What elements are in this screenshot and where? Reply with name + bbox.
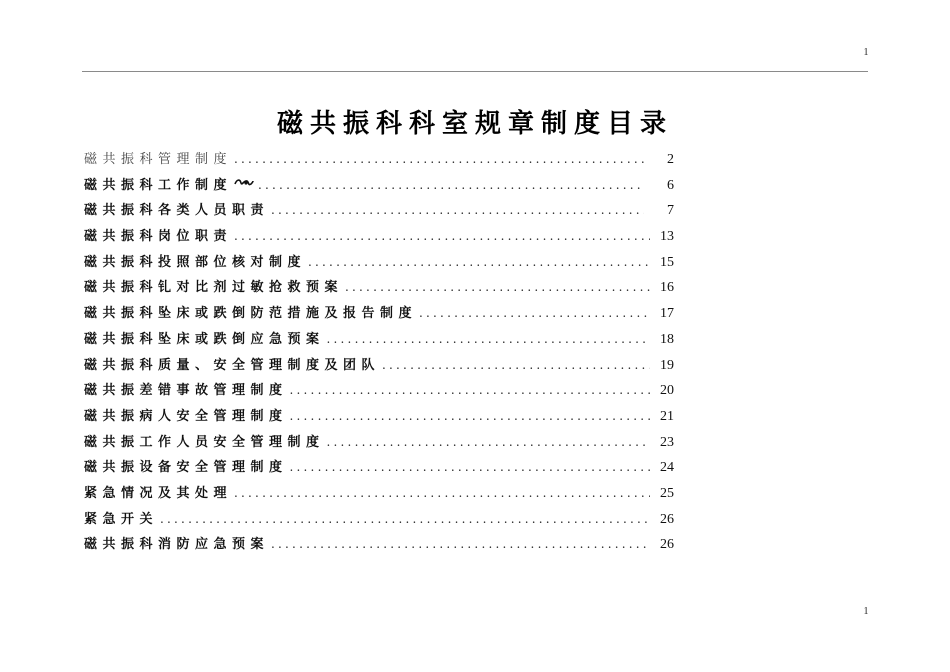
document-title: 磁共振科科室规章制度目录: [276, 109, 673, 139]
toc-entry-text: 磁共振科消防应急预案: [84, 537, 270, 553]
toc-entry-page: 2: [667, 152, 674, 167]
toc-entry-page: 16: [660, 280, 674, 296]
toc-entry-page: 26: [660, 511, 674, 527]
toc-entry[interactable]: [84, 353, 674, 379]
toc-leader: [258, 173, 644, 199]
toc-entry-page: 7: [667, 203, 674, 219]
toc-entry[interactable]: [84, 173, 674, 199]
toc-leader: [234, 224, 650, 250]
toc-entry-label: 磁共振科工作制度: [84, 177, 233, 193]
toc-leader: [271, 198, 644, 224]
toc-entry-page: 17: [660, 306, 674, 322]
toc-entry[interactable]: [84, 481, 674, 507]
toc-entry[interactable]: [84, 327, 674, 353]
toc-entry[interactable]: [84, 224, 674, 250]
toc-leader: [234, 481, 650, 507]
toc-leader: [271, 532, 650, 558]
toc-leader: [290, 378, 650, 404]
toc-entry[interactable]: [84, 275, 674, 301]
toc-entry-page: 13: [660, 229, 674, 245]
scribble-glyph-icon: [234, 173, 254, 199]
toc-entry[interactable]: [84, 507, 674, 533]
toc-entry-text: 紧急情况及其处理: [84, 485, 233, 501]
toc-entry-page: 6: [667, 177, 674, 193]
toc-entry-text: [84, 173, 256, 199]
toc-leader: [419, 301, 650, 327]
toc-entry-page: 24: [660, 460, 674, 476]
toc-entry-text: 磁共振科质量、安全管理制度及团队: [84, 357, 381, 373]
toc-entry-page: 15: [660, 254, 674, 270]
toc-entry[interactable]: [84, 430, 674, 456]
toc-entry-text: 磁共振科各类人员职责: [84, 203, 270, 219]
toc-entry-text: 磁共振差错事故管理制度: [84, 383, 288, 399]
toc-entry[interactable]: [84, 455, 674, 481]
toc-entry[interactable]: [84, 147, 674, 173]
toc-entry-page: 23: [660, 434, 674, 450]
toc-entry-text: 磁共振科岗位职责: [84, 229, 233, 245]
toc-leader: [327, 430, 650, 456]
toc-entry-page: 21: [660, 408, 674, 424]
header-rule: [82, 71, 868, 72]
toc-entry-text: 紧急开关: [84, 511, 159, 527]
toc-entry-text: 磁共振工作人员安全管理制度: [84, 434, 325, 450]
toc-entry-page: 25: [660, 485, 674, 501]
toc-entry-text: 磁共振科管理制度: [84, 152, 233, 167]
toc-entry-text: 磁共振设备安全管理制度: [84, 460, 288, 476]
header-page-number: 1: [863, 47, 869, 58]
toc-entry-text: 磁共振科坠床或跌倒防范措施及报告制度: [84, 306, 418, 322]
toc-entry-text: 磁共振科坠床或跌倒应急预案: [84, 331, 325, 347]
toc-leader: [327, 327, 650, 353]
footer-page-number: 1: [863, 606, 869, 617]
toc-leader: [160, 507, 650, 533]
toc-entry[interactable]: [84, 378, 674, 404]
toc-entry-text: 磁共振病人安全管理制度: [84, 408, 288, 424]
toc-leader: [345, 275, 650, 301]
toc-entry-page: 26: [660, 537, 674, 553]
toc-entry-text: 磁共振科投照部位核对制度: [84, 254, 307, 270]
toc-entry-page: 19: [660, 357, 674, 373]
toc-entry[interactable]: [84, 250, 674, 276]
toc-entry-page: 18: [660, 331, 674, 347]
toc-entry[interactable]: [84, 532, 674, 558]
toc-entry-text: 磁共振科钆对比剂过敏抢救预案: [84, 280, 344, 296]
toc-entry-page: 20: [660, 383, 674, 399]
table-of-contents: [84, 147, 674, 558]
toc-entry[interactable]: [84, 404, 674, 430]
toc-leader: [382, 353, 650, 379]
toc-entry[interactable]: [84, 301, 674, 327]
toc-leader: [308, 250, 650, 276]
toc-entry[interactable]: [84, 198, 674, 224]
toc-leader: [234, 147, 644, 173]
toc-leader: [290, 404, 650, 430]
toc-leader: [290, 455, 650, 481]
